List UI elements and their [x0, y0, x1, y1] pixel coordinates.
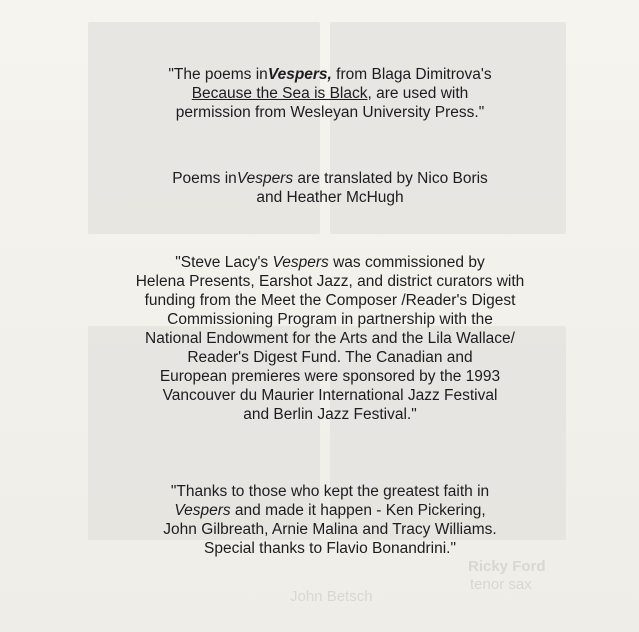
permission-credit: [100, 65, 560, 122]
credit-line: "Steve Lacy's Vespers was commissioned by: [175, 254, 485, 271]
credit-line: Because the Sea is Black, are used with: [191, 85, 469, 102]
vespers-title: Vespers: [174, 502, 231, 519]
book-title: Because the Sea is Black: [191, 85, 368, 102]
credit-line: Helena Presents, Earshot Jazz, and district curators with: [135, 273, 525, 290]
credit-line: National Endowment for the Arts and the Lila Wallace/: [145, 330, 515, 347]
credit-line: "The poems inVespers, from Blaga Dimitrova's: [168, 66, 492, 83]
credit-line: and Heather McHugh: [256, 189, 404, 206]
credit-line: Commissioning Program in partnership with the: [167, 311, 493, 328]
credit-line: Special thanks to Flavio Bonandrini.": [204, 540, 456, 557]
show-through-role: tenor sax: [470, 576, 532, 593]
vespers-title: Vespers: [272, 254, 329, 271]
thanks-credit: [100, 482, 560, 558]
credit-line: Reader's Digest Fund. The Canadian and: [187, 349, 473, 366]
credit-line: funding from the Meet the Composer /Reader's Digest: [144, 292, 516, 309]
credit-line: John Gilbreath, Arnie Malina and Tracy Williams.: [163, 521, 497, 538]
commission-credit: [100, 253, 560, 424]
credit-line: permission from Wesleyan University Press.": [175, 104, 485, 121]
vespers-title: Vespers,: [267, 66, 332, 83]
show-through-name: Ricky Ford: [468, 558, 546, 575]
vespers-title: Vespers: [236, 170, 294, 187]
show-through-name-2: John Betsch: [290, 588, 373, 605]
credit-line: "Thanks to those who kept the greatest faith in: [170, 483, 490, 500]
credit-line: Vespers and made it happen - Ken Pickering,: [174, 502, 486, 519]
credit-line: Poems inVespers are translated by Nico Boris: [172, 170, 488, 187]
translation-credit: [100, 169, 560, 207]
credit-line: and Berlin Jazz Festival.": [243, 406, 417, 423]
credit-line: Vancouver du Maurier International Jazz Festival: [162, 387, 498, 404]
credit-line: European premieres were sponsored by the 1993: [159, 368, 501, 385]
